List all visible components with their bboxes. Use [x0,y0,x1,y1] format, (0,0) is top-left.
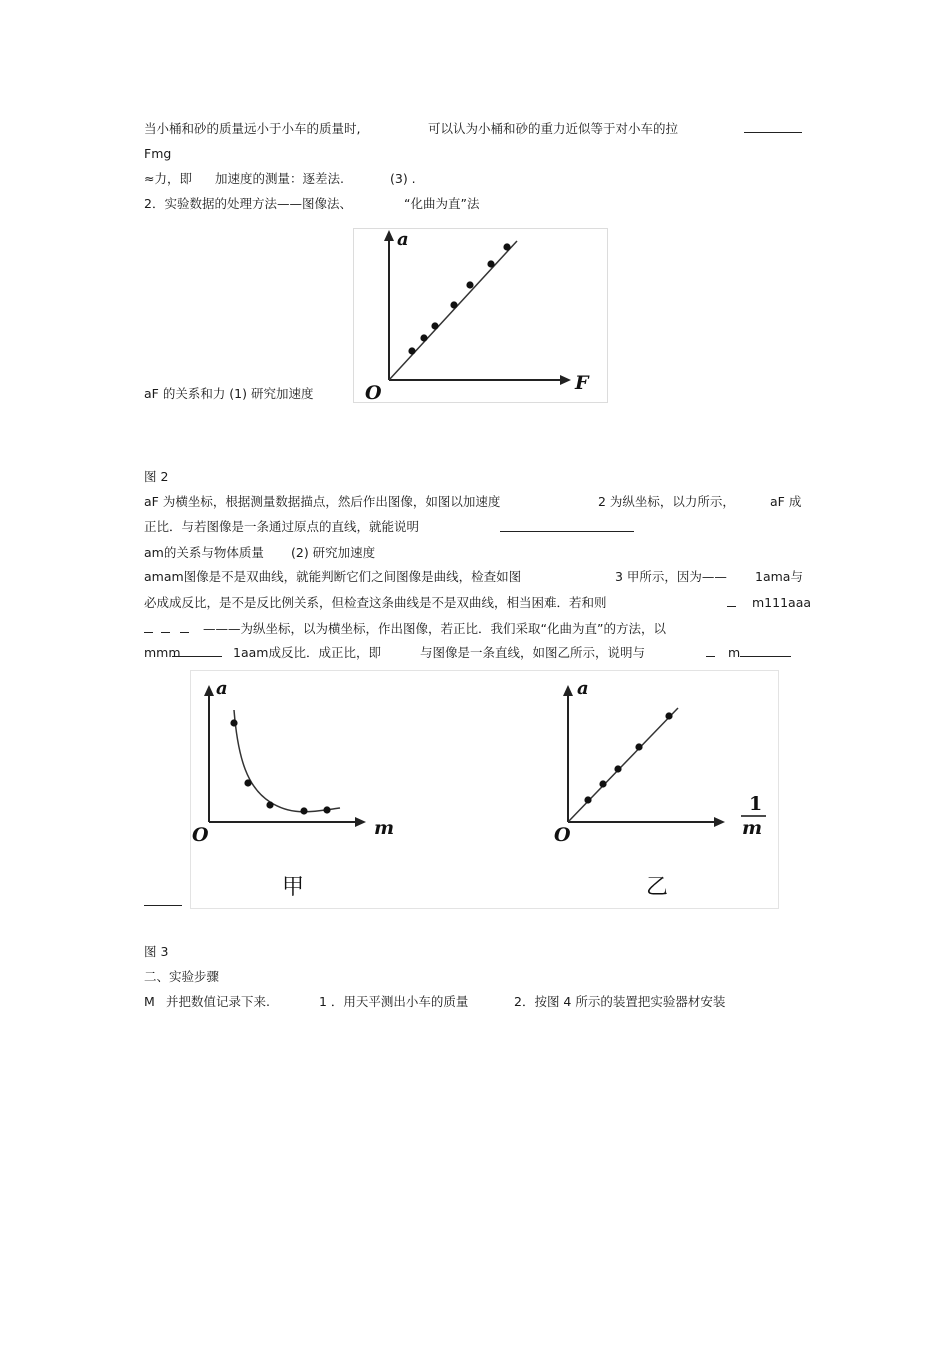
right-axis-label-x-numerator: 1 [749,793,763,815]
text-line-9b: 3 甲所示，因为—— [615,569,727,584]
figure-2-aF-graph [353,228,609,404]
blank-line [500,531,634,532]
right-axis-label-x-denominator: m [742,817,763,839]
data-point [614,765,621,772]
text-line-11: ———为纵坐标，以为横坐标，作出图像，若正比．我们采取“化曲为直”的方法，以 [203,621,666,636]
figure-3-caption: 图 3 [144,944,169,959]
text-line-9a: amam图像是不是双曲线，就能判断它们之间图像是曲线，检查如图 [144,569,522,584]
axis-label-y: a [397,229,409,250]
right-origin-label: O [554,824,571,846]
data-point [408,347,415,354]
text-line-5: aF 的关系和力 (1) 研究加速度 [144,386,314,401]
text-line-9c: 1ama与 [755,569,803,584]
data-point [450,301,457,308]
origin-label: O [365,382,382,404]
text-line-12d: m [728,645,741,660]
text-line-7: 正比．与若图像是一条通过原点的直线，就能说明 [144,519,420,534]
data-point [420,334,427,341]
text-line-10b: m111aaa [752,595,812,610]
text-line-4a: 2．实验数据的处理方法——图像法、 [144,196,352,211]
data-point [635,743,642,750]
section-heading: 二、实验步骤 [144,969,220,984]
data-point [503,243,510,250]
text-line-4b: “化曲为直”法 [404,196,480,211]
data-point [230,719,237,726]
text-line-3c: (3) . [390,171,416,186]
fraction-bar [727,606,736,607]
right-caption: 乙 [646,875,669,900]
blank-line [172,656,222,657]
text-line-1a: 当小桶和砂的质量远小于小车的质量时, [144,121,361,136]
text-line-8a: am的关系与物体质量 [144,545,264,560]
text-line-6c: aF 成 [770,494,802,509]
fraction-bar [706,656,715,657]
text-line-2: Fmg [144,146,172,161]
text-line-6b: 2 为纵坐标，以力所示， [598,494,735,509]
data-point [266,801,273,808]
fraction-bar [161,632,170,633]
text-line-13c: 1 ．用天平测出小车的质量 [319,994,469,1009]
data-point [431,322,438,329]
data-point [466,281,473,288]
data-point [300,807,307,814]
text-line-3a: ≈力，即 [144,171,192,186]
right-fit-line [568,708,678,822]
data-point [323,806,330,813]
left-axis-label-x: m [374,817,395,839]
data-point [244,779,251,786]
text-line-13a: M [144,994,155,1009]
data-point [487,260,494,267]
text-line-10a: 必成成反比，是不是反比例关系，但检查这条曲线是不是双曲线，相当困难．若和则 [144,595,607,610]
text-line-12a: mmm [144,645,181,660]
text-line-12c: 与图像是一条直线，如图乙所示，说明与 [420,645,646,660]
data-point [599,780,606,787]
left-origin-label: O [192,824,209,846]
left-caption: 甲 [282,875,305,900]
text-line-8b: (2) 研究加速度 [291,545,376,560]
text-line-13d: 2．按图 4 所示的装置把实验器材安装 [514,994,726,1009]
fraction-bar [144,632,153,633]
text-line-13b: 并把数值记录下来. [166,994,270,1009]
left-curve [234,710,340,812]
left-axis-label-y: a [216,678,228,699]
data-point [665,712,672,719]
blank-line [144,905,182,906]
fraction-bar [180,632,189,633]
text-line-3b: 加速度的测量：逐差法. [215,171,344,186]
text-line-12b: 1aam成反比．成正比，即 [233,645,381,660]
blank-line [744,132,802,133]
data-point [584,796,591,803]
fit-line [389,241,517,380]
text-line-1b: 可以认为小桶和砂的重力近似等于对小车的拉 [428,121,679,136]
right-axis-label-y: a [577,678,589,699]
figure-3-graphs [190,670,780,910]
axis-label-x: F [575,372,589,394]
text-line-6a: aF 为横坐标，根据测量数据描点，然后作出图像，如图以加速度 [144,494,501,509]
figure-2-caption: 图 2 [144,469,169,484]
blank-line [740,656,791,657]
